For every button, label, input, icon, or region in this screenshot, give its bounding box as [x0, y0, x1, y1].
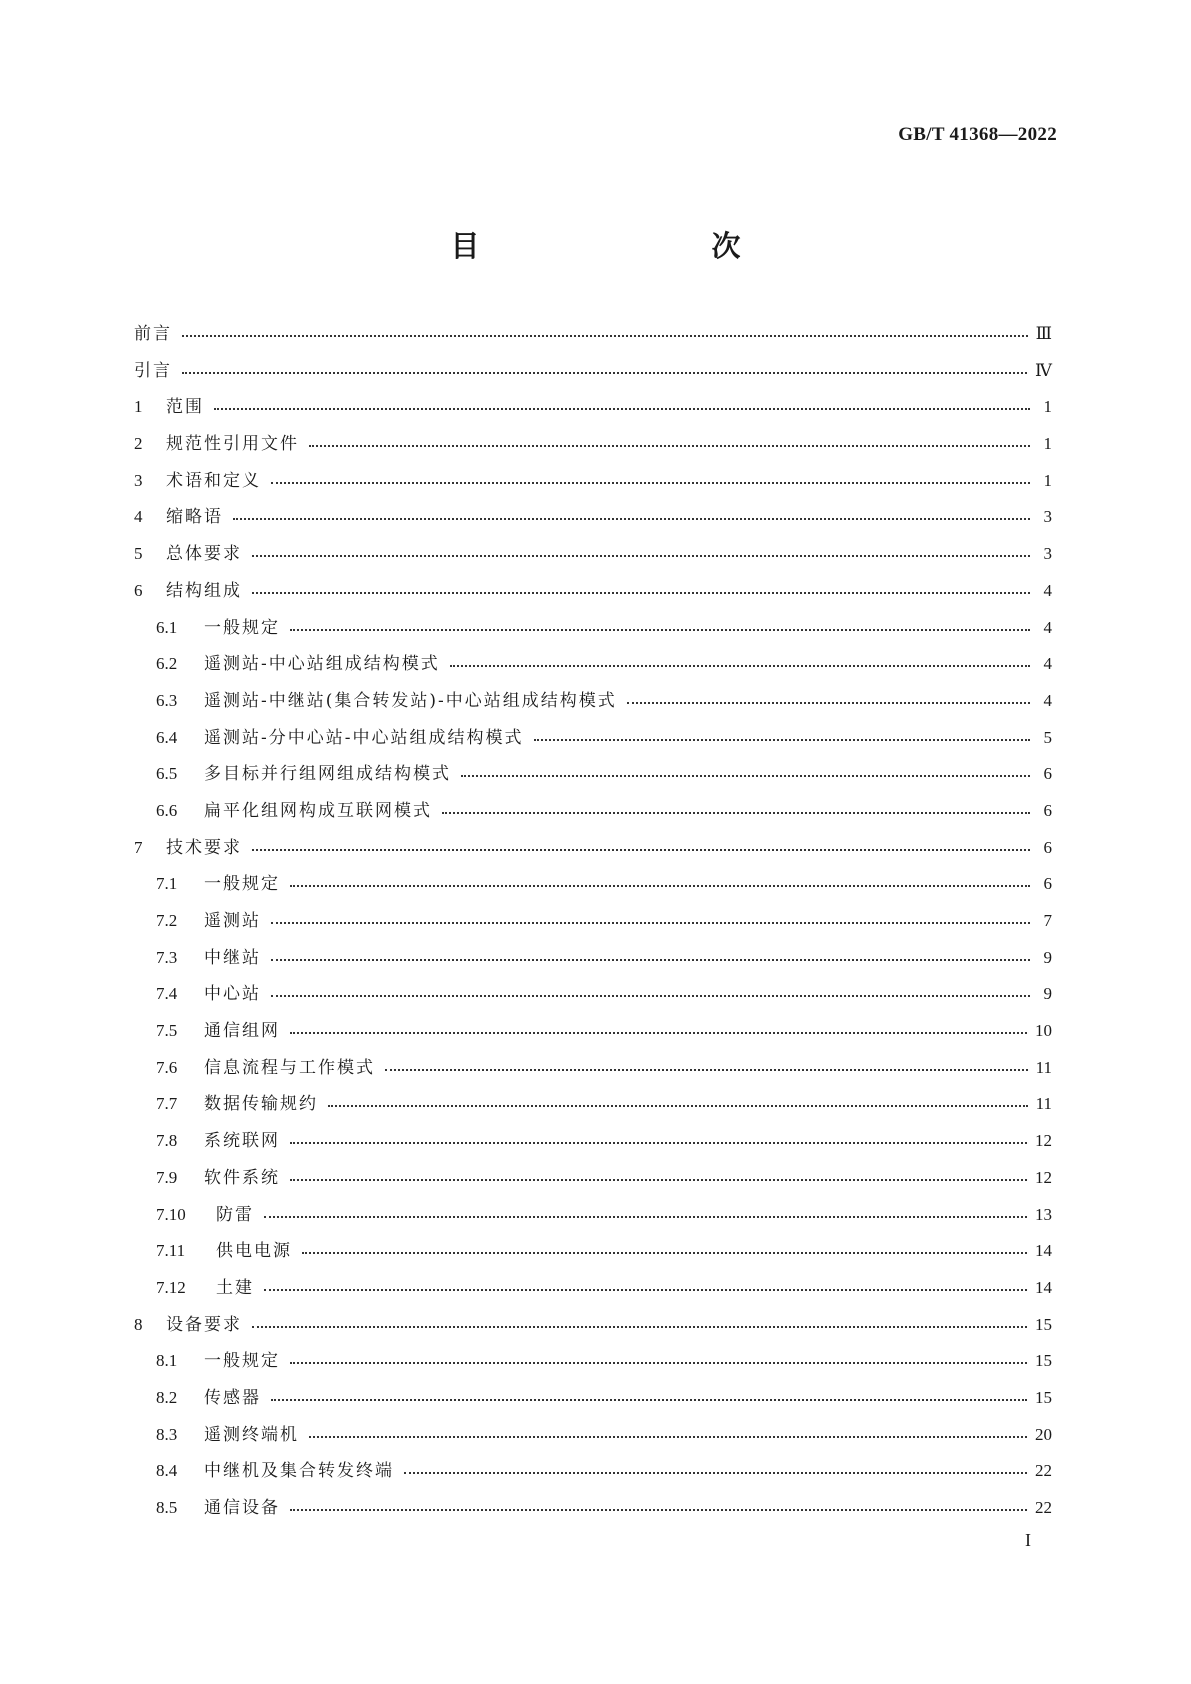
page-number: I	[1025, 1530, 1031, 1550]
toc-entry-number: 7.4	[156, 984, 178, 1004]
toc-dot-leader	[404, 1458, 1027, 1474]
toc-entry-page: 6	[1043, 764, 1052, 784]
toc-entry-page: 1	[1043, 397, 1052, 417]
toc-entry[interactable]	[134, 1130, 1052, 1167]
toc-entry-label: 设备要求	[166, 1314, 242, 1335]
toc-entry[interactable]	[134, 543, 1052, 580]
toc-entry-number: 8.4	[156, 1461, 178, 1481]
toc-entry-page: 1	[1043, 434, 1052, 454]
toc-dot-leader	[309, 431, 1030, 447]
toc-entry-page: 12	[1035, 1131, 1052, 1151]
toc-dot-leader	[252, 835, 1030, 851]
toc-entry-label: 一般规定	[204, 874, 280, 895]
toc-entry-page: Ⅲ	[1035, 324, 1052, 343]
toc-dot-leader	[290, 615, 1030, 631]
toc-entry-label: 中心站	[204, 984, 261, 1005]
toc-entry-label: 缩略语	[166, 507, 223, 528]
toc-dot-leader	[442, 798, 1030, 814]
standard-number: GB/T 41368—2022	[898, 124, 1057, 145]
toc-entry-page: 4	[1043, 580, 1052, 600]
toc-entry-number: 8	[134, 1314, 143, 1334]
toc-entry-label: 土建	[216, 1277, 254, 1298]
toc-dot-leader	[450, 651, 1030, 667]
toc-entry-page: 22	[1035, 1461, 1052, 1481]
toc-entry[interactable]	[134, 1167, 1052, 1204]
toc-entry-page: 11	[1035, 1094, 1052, 1114]
toc-entry-number: 6.1	[156, 617, 178, 637]
toc-dot-leader	[290, 1495, 1027, 1511]
toc-entry-page: 6	[1043, 837, 1052, 857]
toc-entry-label: 供电电源	[216, 1241, 292, 1262]
toc-entry-page: 10	[1035, 1021, 1052, 1041]
toc-entry-page: 9	[1043, 984, 1052, 1004]
toc-entry-page: Ⅳ	[1035, 360, 1052, 380]
toc-entry-page: 15	[1035, 1387, 1052, 1407]
toc-entry-number: 8.3	[156, 1424, 178, 1444]
toc-entry-label: 遥测站-中继站(集合转发站)-中心站组成结构模式	[204, 690, 617, 711]
toc-entry-label: 传感器	[204, 1387, 261, 1408]
toc-entry-label: 遥测站-中心站组成结构模式	[204, 654, 440, 675]
toc-entry-label: 软件系统	[204, 1167, 280, 1188]
toc-dot-leader	[534, 725, 1031, 741]
toc-entry-label: 扁平化组网构成互联网模式	[204, 800, 432, 821]
toc-entry[interactable]	[134, 1350, 1052, 1387]
toc-entry-page: 4	[1043, 654, 1052, 674]
toc-entry[interactable]	[134, 690, 1052, 727]
toc-entry-number: 7.12	[156, 1277, 186, 1297]
toc-entry-number: 6.6	[156, 800, 178, 820]
toc-dot-leader	[271, 1385, 1027, 1401]
toc-entry-label: 多目标并行组网组成结构模式	[204, 764, 451, 785]
toc-entry[interactable]	[134, 506, 1052, 543]
toc-dot-leader	[290, 1018, 1027, 1034]
toc-entry-label: 中继站	[204, 947, 261, 968]
toc-entry-number: 3	[134, 470, 143, 490]
toc-entry-page: 12	[1035, 1167, 1052, 1187]
toc-entry-page: 7	[1043, 911, 1052, 930]
toc-entry-label: 技术要求	[166, 837, 242, 858]
toc-entry[interactable]	[134, 1424, 1052, 1461]
toc-entry[interactable]	[134, 653, 1052, 690]
toc-entry-number: 8.5	[156, 1498, 178, 1517]
toc-entry-page: 1	[1043, 470, 1052, 490]
toc-dot-leader	[627, 688, 1030, 704]
toc-entry[interactable]	[134, 763, 1052, 800]
toc-entry-label: 信息流程与工作模式	[204, 1057, 375, 1078]
toc-entry-number: 6.4	[156, 727, 178, 747]
toc-entry-page: 5	[1043, 727, 1052, 747]
toc-dot-leader	[302, 1238, 1027, 1254]
toc-entry-page: 6	[1043, 800, 1052, 820]
toc-entry-label: 遥测站	[204, 911, 261, 931]
toc-entry[interactable]	[134, 873, 1052, 910]
toc-entry[interactable]	[134, 1057, 1052, 1094]
toc-dot-leader	[252, 578, 1030, 594]
toc-entry[interactable]	[134, 1277, 1052, 1314]
toc-entry[interactable]	[134, 323, 1052, 360]
toc-entry[interactable]	[134, 983, 1052, 1020]
toc-entry-label: 范围	[166, 397, 204, 418]
table-of-contents	[134, 323, 1052, 1534]
toc-entry-page: 6	[1043, 874, 1052, 894]
toc-entry[interactable]	[134, 1093, 1052, 1130]
page-title: 目 次	[450, 229, 799, 263]
toc-entry-number: 8.2	[156, 1387, 178, 1407]
toc-dot-leader	[182, 358, 1027, 374]
toc-entry-label: 结构组成	[166, 580, 242, 601]
toc-entry-label: 引言	[134, 360, 172, 381]
toc-entry-number: 6.3	[156, 690, 178, 710]
toc-dot-leader	[385, 1055, 1028, 1071]
toc-entry-label: 防雷	[216, 1204, 254, 1225]
toc-dot-leader	[290, 1348, 1027, 1364]
toc-entry-number: 7.11	[156, 1241, 186, 1261]
toc-entry-label: 一般规定	[204, 1351, 280, 1372]
toc-entry-label: 中继机及集合转发终端	[204, 1461, 394, 1482]
toc-entry-number: 7.5	[156, 1021, 178, 1041]
toc-entry-label: 系统联网	[204, 1131, 280, 1152]
toc-entry-page: 13	[1035, 1204, 1052, 1224]
toc-entry-number: 1	[134, 397, 143, 417]
toc-entry[interactable]	[134, 727, 1052, 764]
toc-entry[interactable]	[134, 1314, 1052, 1351]
toc-entry-label: 通信组网	[204, 1021, 280, 1042]
toc-entry-page: 9	[1043, 947, 1052, 967]
toc-entry-label: 遥测站-分中心站-中心站组成结构模式	[204, 727, 524, 748]
toc-dot-leader	[233, 504, 1030, 520]
toc-entry[interactable]	[134, 1240, 1052, 1277]
toc-entry[interactable]	[134, 1020, 1052, 1057]
toc-entry-page: 4	[1043, 617, 1052, 637]
toc-dot-leader	[271, 468, 1030, 484]
toc-dot-leader	[182, 321, 1028, 337]
toc-entry-label: 术语和定义	[166, 470, 261, 491]
toc-entry-page: 11	[1035, 1057, 1052, 1077]
toc-entry-number: 7.1	[156, 874, 178, 894]
toc-dot-leader	[290, 871, 1030, 887]
toc-dot-leader	[271, 908, 1030, 924]
toc-entry[interactable]	[134, 947, 1052, 984]
toc-entry-label: 一般规定	[204, 617, 280, 638]
toc-entry-label: 规范性引用文件	[166, 434, 299, 455]
toc-dot-leader	[252, 541, 1030, 557]
toc-entry-page: 4	[1043, 690, 1052, 710]
toc-entry-number: 7	[134, 837, 143, 857]
toc-dot-leader	[461, 761, 1030, 777]
toc-entry[interactable]	[134, 1204, 1052, 1241]
toc-entry-number: 8.1	[156, 1351, 178, 1371]
toc-dot-leader	[271, 945, 1030, 961]
toc-entry-number: 6	[134, 580, 143, 600]
toc-entry[interactable]	[134, 837, 1052, 874]
toc-entry-number: 7.6	[156, 1057, 178, 1077]
toc-entry-number: 7.10	[156, 1204, 186, 1224]
toc-entry-label: 前言	[134, 324, 172, 344]
toc-entry[interactable]	[134, 1387, 1052, 1424]
toc-entry[interactable]	[134, 360, 1052, 397]
toc-dot-leader	[214, 394, 1030, 410]
toc-entry[interactable]	[134, 580, 1052, 617]
toc-dot-leader	[290, 1128, 1027, 1144]
toc-entry[interactable]	[134, 1460, 1052, 1497]
toc-entry-number: 7.2	[156, 911, 178, 930]
toc-entry-number: 7.9	[156, 1167, 178, 1187]
toc-entry-label: 总体要求	[166, 544, 242, 565]
toc-entry[interactable]	[134, 617, 1052, 654]
toc-entry-number: 7.3	[156, 947, 178, 967]
toc-entry-number: 5	[134, 544, 143, 564]
toc-entry[interactable]	[134, 800, 1052, 837]
toc-entry-page: 3	[1043, 544, 1052, 564]
toc-entry-label: 遥测终端机	[204, 1424, 299, 1445]
toc-entry-number: 7.8	[156, 1131, 178, 1151]
toc-entry-number: 7.7	[156, 1094, 178, 1114]
toc-dot-leader	[252, 1312, 1027, 1328]
toc-entry-number: 6.5	[156, 764, 178, 784]
toc-entry-number: 2	[134, 434, 143, 454]
toc-entry[interactable]	[134, 396, 1052, 433]
toc-dot-leader	[264, 1275, 1027, 1291]
toc-dot-leader	[309, 1422, 1027, 1438]
toc-entry-page: 15	[1035, 1314, 1052, 1334]
toc-entry-number: 6.2	[156, 654, 178, 674]
toc-entry-page: 14	[1035, 1241, 1052, 1261]
toc-entry[interactable]	[134, 910, 1052, 947]
toc-entry[interactable]	[134, 470, 1052, 507]
toc-dot-leader	[328, 1091, 1028, 1107]
toc-entry-page: 15	[1035, 1351, 1052, 1371]
toc-entry-page: 20	[1035, 1424, 1052, 1444]
toc-entry-page: 22	[1035, 1498, 1052, 1517]
toc-dot-leader	[271, 981, 1030, 997]
toc-entry-page: 14	[1035, 1277, 1052, 1297]
toc-dot-leader	[290, 1165, 1027, 1181]
toc-entry-label: 数据传输规约	[204, 1094, 318, 1115]
toc-entry[interactable]	[134, 1497, 1052, 1534]
toc-entry-label: 通信设备	[204, 1498, 280, 1518]
toc-entry[interactable]	[134, 433, 1052, 470]
toc-entry-number: 4	[134, 507, 143, 527]
toc-dot-leader	[264, 1202, 1027, 1218]
toc-entry-page: 3	[1043, 507, 1052, 527]
